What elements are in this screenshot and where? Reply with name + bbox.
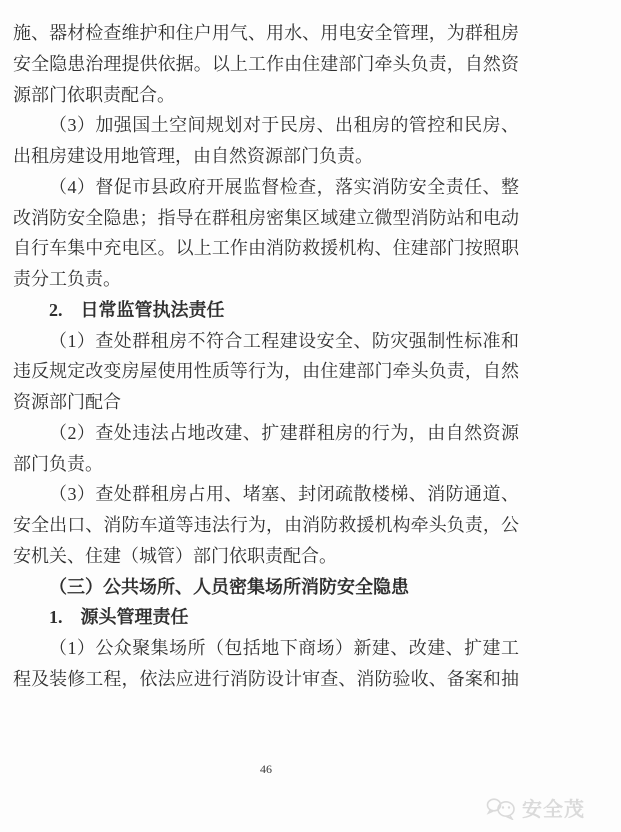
heading-public-places: （三）公共场所、人员密集场所消防安全隐患 — [49, 576, 409, 597]
wechat-icon — [485, 796, 517, 820]
text-line: 源部门依职责配合。 — [13, 84, 175, 105]
text-line: 程及装修工程，依法应进行消防设计审查、消防验收、备案和抽 — [13, 668, 519, 689]
text-line: （3）查处群租房占用、堵塞、封闭疏散楼梯、消防通道、 — [49, 484, 519, 505]
text-line: 安全出口、消防车道等违法行为，由消防救援机构牵头负责，公 — [13, 515, 519, 535]
text-line: 出租房建设用地管理，由自然资源部门负责。 — [13, 146, 373, 166]
text-line: 责分工负责。 — [13, 269, 121, 289]
watermark-label: 安全茂 — [522, 799, 585, 821]
text-line: 改消防安全隐患；指导在群租房密集区域建立微型消防站和电动 — [13, 207, 519, 228]
text-line: 施、器材检查维护和住户用气、用水、用电安全管理，为群租房 — [13, 23, 519, 43]
publisher-watermark — [485, 793, 585, 822]
text-line: 资源部门配合 — [13, 392, 121, 412]
heading-daily-supervision: 2. 日常监管执法责任 — [49, 299, 225, 320]
page-number: 46 — [260, 762, 272, 776]
document-body — [13, 18, 519, 695]
text-line: 自行车集中充电区。以上工作由消防救援机构、住建部门按照职 — [13, 238, 519, 259]
text-line: 部门负责。 — [13, 453, 103, 474]
text-line: （3）加强国土空间规划对于民房、出租房的管控和民房、 — [49, 115, 519, 136]
text-line: 安机关、住建（城管）部门依职责配合。 — [13, 545, 337, 566]
text-line: （2）查处违法占地改建、扩建群租房的行为，由自然资源 — [49, 422, 519, 443]
text-line: 违反规定改变房屋使用性质等行为，由住建部门牵头负责，自然 — [13, 361, 519, 382]
text-line: （4）督促市县政府开展监督检查，落实消防安全责任、整 — [49, 176, 519, 197]
text-line: （1）查处群租房不符合工程建设安全、防灾强制性标准和 — [49, 330, 519, 351]
text-line: （1）公众聚集场所（包括地下商场）新建、改建、扩建工 — [49, 638, 519, 658]
text-line: 安全隐患治理提供依据。以上工作由住建部门牵头负责，自然资 — [13, 53, 519, 74]
heading-source-management: 1. 源头管理责任 — [49, 607, 189, 628]
